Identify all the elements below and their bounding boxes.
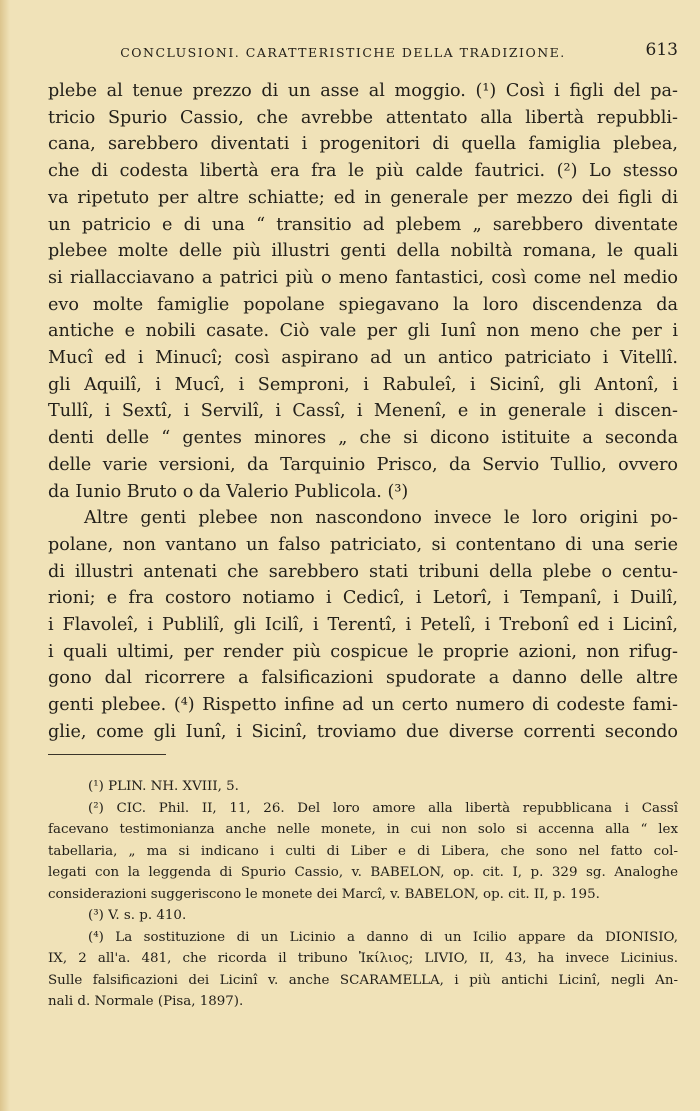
footnote-line: legati con la leggenda di Spurio Cassio, v. BABELON, op. cit. I, p. 329 sg. Analoghe [48,865,678,880]
text-line: Altre genti plebee non nascondono invece le loro origini po- [84,508,678,529]
footnote-line: IX, 2 all'a. 481, che ricorda il tribuno Ἰκίλιος; LIVIO, II, 43, ha invece Licinius. [48,951,678,966]
footnote-3 [48,905,678,927]
text-line: genti plebee. (⁴) Rispetto infine ad un certo numero di codeste fami- [48,695,678,716]
text-line: glie, come gli Iunî, i Sicinî, troviamo due diverse correnti secondo [48,721,678,742]
page-edge-shadow [0,0,10,1111]
text-line: i Flavoleî, i Publilî, gli Icilî, i Terentî, i Petelî, i Trebonî ed i Licinî, [48,615,678,636]
footnote-4 [48,927,678,1013]
body-text [48,78,678,746]
footnote-1 [48,776,678,798]
text-line: evo molte famiglie popolane spiegavano la loro discendenza da [48,294,678,315]
footnote-line: considerazioni suggeriscono le monete dei Marcî, v. BABELON, op. cit. II, p. 195. [48,886,600,902]
text-line: i quali ultimi, per render più cospicue le proprie azioni, non rifug- [48,641,678,662]
text-line: delle varie versioni, da Tarquinio Prisco, da Servio Tullio, ovvero [48,454,678,475]
page-number: 613 [645,40,678,60]
footnote-line: Sulle falsificazioni dei Licinî v. anche SCARAMELLA, i più antichi Licinî, negli An- [48,972,678,988]
text-line: plebe al tenue prezzo di un asse al moggio. (¹) Così i figli del pa- [48,81,678,101]
text-line: gono dal ricorrere a falsificazioni spudorate a danno delle altre [48,668,678,689]
text-line: da Iunio Bruto o da Valerio Publicola. (³) [48,481,409,502]
text-line: plebee molte delle più illustri genti della nobiltà romana, le quali [48,241,678,262]
paragraph-2 [48,505,678,745]
text-line: cana, sarebbero diventati i progenitori di quella famiglia plebea, [48,134,678,155]
footnote-line: (¹) PLIN. NH. XVIII, 5. [88,779,239,794]
footnote-line: (³) V. s. p. 410. [88,908,187,923]
text-line: gli Aquilî, i Mucî, i Semproni, i Rabuleî, i Sicinî, gli Antonî, i [48,374,678,395]
footnote-line: (⁴) La sostituzione di un Licinio a danno di un Icilio appare da DIONISIO, [88,929,678,945]
footnotes [48,776,678,1013]
text-line: che di codesta libertà era fra le più calde fautrici. (²) Lo stesso [48,161,678,182]
text-line: Tullî, i Sextî, i Servilî, i Cassî, i Menenî, e in generale i discen- [48,401,678,422]
paragraph-1 [48,78,678,505]
text-line: rioni; e fra costoro notiamo i Cedicî, i Letorî, i Tempanî, i Duilî, [48,588,678,609]
running-title: CONCLUSIONI. CARATTERISTICHE DELLA TRADIZIONE. [120,45,566,60]
text-line: Mucî ed i Minucî; così aspirano ad un antico patriciato i Vitellî. [48,348,678,369]
footnote-2 [48,798,678,906]
footnote-line: nali d. Normale (Pisa, 1897). [48,994,244,1009]
text-line: tricio Spurio Cassio, che avrebbe attentato alla libertà repubbli- [48,107,678,128]
footnote-line: (²) CIC. Phil. II, 11, 26. Del loro amore alla libertà repubblicana i Cassî [88,800,678,816]
footnote-line: facevano testimonianza anche nelle monete, in cui non solo si accenna alla “ lex [48,822,678,837]
text-line: di illustri antenati che sarebbero stati tribuni della plebe o centu- [48,561,678,582]
footnote-separator [48,754,166,755]
footnote-line: tabellaria, „ ma si indicano i culti di Liber e di Libera, che sono nel fatto col- [48,843,678,859]
text-line: polane, non vantano un falso patriciato, si contentano di una serie [48,534,678,555]
text-line: va ripetuto per altre schiatte; ed in generale per mezzo dei figli di [48,187,678,208]
page-header [48,40,678,66]
text-line: un patricio e di una “ transitio ad plebem „ sarebbero diventate [48,214,678,235]
text-line: denti delle “ gentes minores „ che si dicono istituite a seconda [48,428,678,449]
text-line: si riallacciavano a patrici più o meno fantastici, così come nel medio [48,267,678,288]
text-line: antiche e nobili casate. Ciò vale per gli Iunî non meno che per i [48,321,678,342]
